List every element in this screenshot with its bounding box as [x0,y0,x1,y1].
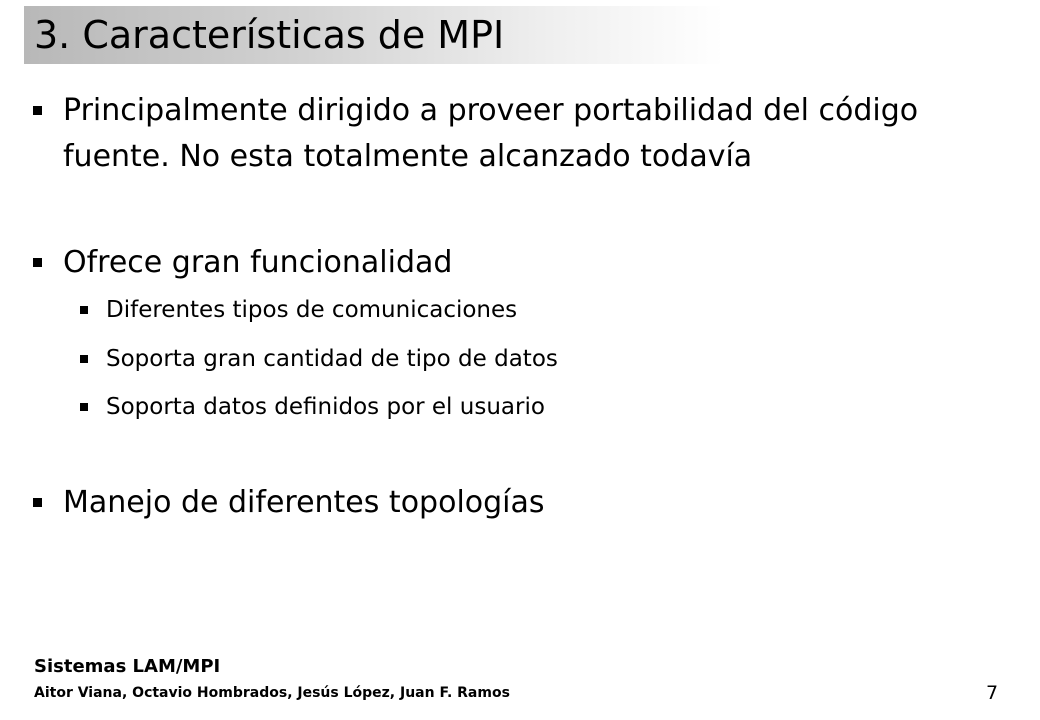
square-bullet-icon [33,106,42,115]
bullet-text: Manejo de diferentes topologías [63,485,545,520]
bullet-text-line2: fuente. No esta totalmente alcanzado todavía [63,139,753,174]
square-bullet-icon [80,355,88,363]
bullet-text-line1: Principalmente dirigido a proveer portabilidad del código [63,93,919,128]
sub-bullet-text: Diferentes tipos de comunicaciones [106,297,518,323]
square-bullet-icon [33,258,42,267]
bullet-text: Ofrece gran funcionalidad [63,245,453,280]
slide-title: 3. Características de MPI [34,13,505,57]
page-number: 7 [986,682,999,704]
footer-course-title: Sistemas LAM/MPI [34,656,221,677]
square-bullet-icon [80,306,88,314]
sub-bullet-text: Soporta gran cantidad de tipo de datos [106,346,558,372]
square-bullet-icon [33,498,42,507]
sub-bullet-text: Soporta datos definidos por el usuario [106,394,545,420]
footer-authors: Aitor Viana, Octavio Hombrados, Jesús López, Juan F. Ramos [34,685,510,701]
square-bullet-icon [80,403,88,411]
